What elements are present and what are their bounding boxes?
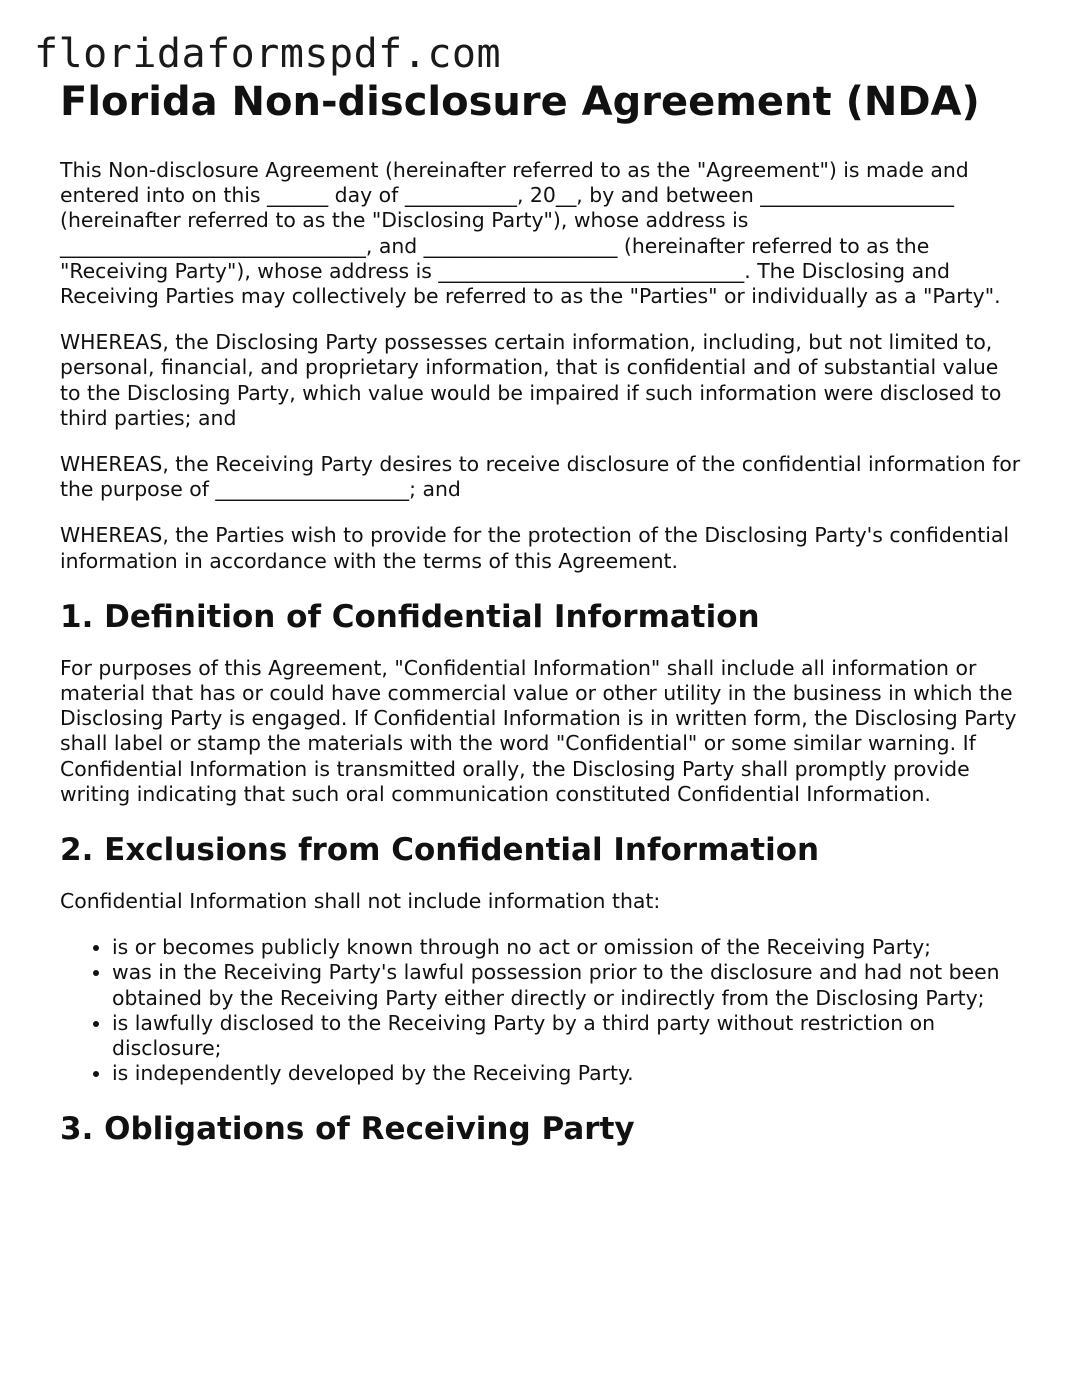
exclusions-list	[60, 935, 1025, 1086]
intro-paragraph	[60, 158, 1025, 309]
list-item: • is lawfully disclosed to the Receiving Party by a third party without restriction on disclosure;	[112, 1011, 1025, 1061]
document-title: Florida Non-disclosure Agreement (NDA)	[60, 79, 980, 125]
section-3-heading: 3. Obligations of Receiving Party	[60, 1111, 635, 1148]
disclosing-party-name-blank: ___________________	[760, 183, 954, 208]
intro-text-7: (hereinafter referred to as the "Receiving Party"), whose address is	[60, 233, 930, 283]
intro-text-2: day of	[328, 183, 405, 208]
document-body	[60, 78, 1025, 1168]
whereas-paragraph-2	[60, 452, 1025, 502]
whereas-2-text-1: WHEREAS, the Receiving Party desires to receive disclosure of the confidential information for the purpose of	[60, 452, 1021, 502]
disclosing-party-address-blank: ______________________________	[60, 233, 366, 258]
intro-text-6: , and	[365, 233, 424, 258]
receiving-party-address-blank: ______________________________	[438, 258, 745, 283]
year-blank: __	[555, 183, 577, 208]
intro-text-5: (hereinafter referred to as the "Disclosing Party"), whose address is	[60, 208, 749, 233]
section-1-body: For purposes of this Agreement, "Confidential Information" shall include all information or material that has or could have commercial value or other utility in the business in which the Disclosing Party is engaged. If Confidential Information is in written form, the Disclosing Party shall label or stamp the materials with the word "Confidential" or some similar warning. If Confidential Information is transmitted orally, the Disclosing Party shall promptly provide writing indicating that such oral communication constituted Confidential Information.	[60, 655, 1017, 806]
receiving-party-name-blank: ___________________	[423, 233, 618, 258]
intro-text-3: , 20	[516, 183, 556, 208]
month-blank: ___________	[404, 183, 517, 208]
section-2-heading: 2. Exclusions from Confidential Information	[60, 832, 820, 869]
section-2-body: Confidential Information shall not include information that:	[60, 889, 661, 914]
intro-text-8: . The Disclosing and Receiving Parties may collectively be referred to as the "Parties" or individually as a "Party".	[60, 258, 1001, 309]
purpose-blank: ___________________	[215, 477, 410, 502]
list-item: • is or becomes publicly known through no act or omission of the Receiving Party;	[112, 935, 1025, 960]
whereas-paragraph-1: WHEREAS, the Disclosing Party possesses certain information, including, but not limited to, personal, financial, and proprietary information, that is confidential and of substantial value to the Disclosing Party, which value would be impaired if such information were disclosed to third parties; and	[60, 330, 1002, 430]
site-watermark: floridaformspdf.com	[34, 31, 502, 77]
day-blank: ______	[267, 183, 329, 208]
whereas-2-text-2: ; and	[409, 477, 461, 502]
list-item: • is independently developed by the Receiving Party.	[112, 1061, 1025, 1086]
intro-text-1: This Non-disclosure Agreement (hereinafter referred to as the "Agreement") is made and entered into on this	[60, 158, 969, 208]
list-item: • was in the Receiving Party's lawful possession prior to the disclosure and had not been obtained by the Receiving Party either directly or indirectly from the Disclosing Party;	[112, 960, 1025, 1010]
section-1-heading: 1. Definition of Confidential Information	[60, 598, 760, 635]
whereas-paragraph-3: WHEREAS, the Parties wish to provide for the protection of the Disclosing Party's confidential information in accordance with the terms of this Agreement.	[60, 523, 1010, 573]
intro-text-4: , by and between	[576, 183, 761, 208]
